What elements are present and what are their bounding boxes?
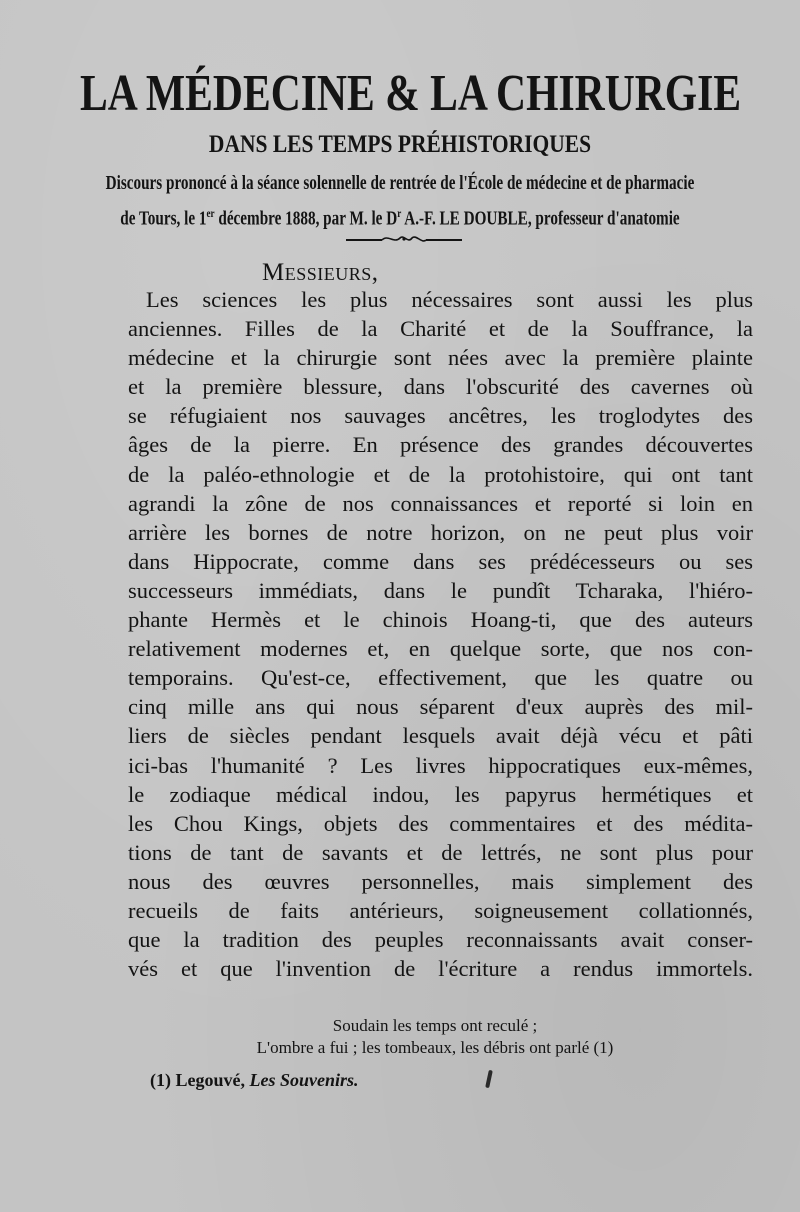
body-line: temporains. Qu'est-ce, effectivement, que les quatre ou — [128, 665, 753, 691]
footnote-author: Legouvé, — [175, 1070, 245, 1090]
body-line: les Chou Kings, objets des commentaires et des médita- — [128, 810, 753, 836]
body-line: tions de tant de savants et de lettrés, ne sont plus pour — [128, 839, 753, 865]
body-line: se réfugiaient nos sauvages ancêtres, les troglodytes des — [128, 403, 753, 429]
body-text — [128, 285, 753, 983]
discourse-line-1: Discours prononcé à la séance solennelle de rentrée de l'École de médecine et de pharmacie — [105, 172, 695, 194]
discourse-line-2-pre: de Tours, le 1 — [120, 207, 207, 230]
body-line: nous des œuvres personnelles, mais simplement des — [128, 868, 753, 894]
body-line: Les sciences les plus nécessaires sont aussi les plus — [146, 287, 753, 312]
discourse-line-2 — [96, 200, 704, 232]
body-line: de la paléo-ethnologie et de la protohistoire, qui ont tant — [128, 461, 753, 487]
document-title: LA MÉDECINE & LA CHIRURGIE — [80, 65, 742, 122]
verse-line-1: Soudain les temps ont reculé ; — [332, 1016, 538, 1035]
salutation: Messieurs, — [262, 259, 379, 286]
body-line: le zodiaque médical indou, les papyrus hermétiques et — [128, 781, 753, 807]
footnote-work: Les Souvenirs. — [249, 1070, 359, 1090]
document-subtitle: DANS LES TEMPS PRÉHISTORIQUES — [208, 131, 592, 158]
ink-smudge — [485, 1070, 493, 1088]
ornament-divider-icon — [344, 232, 464, 246]
verse-line-2: L'ombre a fui ; les tombeaux, les débris ont parlé (1) — [256, 1038, 614, 1057]
body-line: ici-bas l'humanité ? Les livres hippocratiques eux-mêmes, — [128, 752, 753, 778]
body-line: agrandi la zône de nos connaissances et reporté si loin en — [128, 490, 753, 516]
footnote — [150, 1068, 359, 1092]
body-line: phante Hermès et le chinois Hoang-ti, que des auteurs — [128, 607, 753, 633]
body-line: anciennes. Filles de la Charité et de la Souffrance, la — [128, 316, 753, 342]
body-line: relativement modernes et, en quelque sorte, que nos con- — [128, 636, 753, 662]
body-line: liers de siècles pendant lesquels avait déjà vécu et pâti — [128, 723, 753, 749]
discourse-line-2-sup: er — [206, 206, 215, 220]
discourse-line-2-mid: décembre 1888, par M. le D — [214, 207, 398, 230]
body-line: âges de la pierre. En présence des grandes découvertes — [128, 432, 753, 458]
body-line: médecine et la chirurgie sont nées avec la première plainte — [128, 345, 753, 371]
body-line: recueils de faits antérieurs, soigneusement collationnés, — [128, 897, 753, 923]
footnote-ref: (1) — [150, 1070, 171, 1090]
body-line: arrière les bornes de notre horizon, on ne peut plus voir — [128, 519, 753, 545]
body-line: que la tradition des peuples reconnaissants avait conser- — [128, 927, 753, 953]
discourse-line-2-post: A.-F. LE DOUBLE, professeur d'anatomie — [401, 207, 680, 230]
body-line: cinq mille ans qui nous séparent d'eux auprès des mil- — [128, 694, 753, 720]
body-line: successeurs immédiats, dans le pundît Tcharaka, l'hiéro- — [128, 577, 753, 603]
discourse-line-2-sup2: r — [397, 206, 402, 220]
body-line: et la première blessure, dans l'obscurité des cavernes où — [128, 374, 753, 400]
body-line: dans Hippocrate, comme dans ses prédécesseurs ou ses — [128, 548, 753, 574]
body-line: vés et que l'invention de l'écriture a rendus immortels. — [128, 956, 753, 982]
